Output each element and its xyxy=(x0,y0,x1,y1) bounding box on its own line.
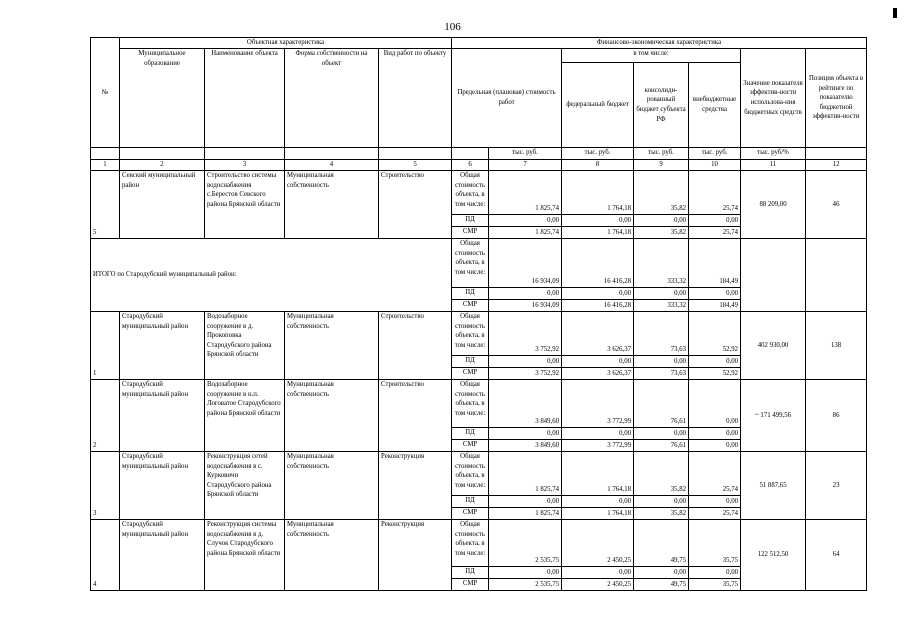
row-rank: 138 xyxy=(806,312,867,380)
row-rank: 23 xyxy=(806,452,867,520)
header-federal: федеральный бюджет xyxy=(562,63,634,148)
row-pd-federal: 0,00 xyxy=(562,215,634,227)
row-work-type: Строительство xyxy=(379,171,452,239)
total-label: ИТОГО по Стародубский муниципальный район: xyxy=(91,239,452,312)
row-municipality: Севский муниципальный район xyxy=(120,171,205,239)
row-pd-label: ПД xyxy=(452,496,489,508)
row-total-cost: 1 825,74 xyxy=(489,452,562,496)
row-total-label: Общая стоимость объекта, в том числе: xyxy=(452,452,489,496)
header-unit-9: тыс. руб. xyxy=(634,148,689,160)
row-total-consolidated: 73,63 xyxy=(634,312,689,356)
row-total-federal: 3 772,99 xyxy=(562,380,634,428)
colnum-1: 1 xyxy=(91,160,120,171)
row-total-federal: 3 626,37 xyxy=(562,312,634,356)
row-indicator: 402 930,00 xyxy=(741,312,806,380)
row-smr-label: СМР xyxy=(452,368,489,380)
row-pd-cost: 0,00 xyxy=(489,356,562,368)
row-pd-federal: 0,00 xyxy=(562,567,634,579)
row-total-extrabudget: 52,92 xyxy=(689,312,741,356)
row-work-type: Строительство xyxy=(379,380,452,452)
colnum-3: 3 xyxy=(205,160,285,171)
row-smr-federal: 1 764,18 xyxy=(562,508,634,520)
margin-mark xyxy=(893,8,897,18)
row-smr-federal: 1 764,18 xyxy=(562,227,634,239)
row-num: 1 xyxy=(91,312,120,380)
table-row xyxy=(91,312,867,356)
header-municipality: Муниципальное образование xyxy=(120,49,205,148)
header-object-name: Наименование объекта xyxy=(205,49,285,148)
table-row xyxy=(91,171,867,215)
header-unit-7: тыс. руб. xyxy=(489,148,562,160)
row-pd-cost: 0,00 xyxy=(489,215,562,227)
colnum-11: 11 xyxy=(741,160,806,171)
total-total-consolidated: 333,32 xyxy=(634,239,689,288)
row-ownership: Муниципальная собственность xyxy=(285,171,379,239)
row-work-type: Реконструкция xyxy=(379,520,452,591)
colnum-8: 8 xyxy=(562,160,634,171)
header-finance-group: Финансово-экономическая характеристика xyxy=(452,38,867,49)
table-row xyxy=(91,380,867,428)
colnum-7: 7 xyxy=(489,160,562,171)
total-pd-cost: 0,00 xyxy=(489,288,562,300)
row-indicator: 51 887,65 xyxy=(741,452,806,520)
row-indicator: 122 512,50 xyxy=(741,520,806,591)
row-object: Водозаборное сооружение в н.п. Логоватое Стародубского района Брянской области xyxy=(205,380,285,452)
total-total-extrabudget: 184,49 xyxy=(689,239,741,288)
row-total-federal: 1 764,18 xyxy=(562,452,634,496)
row-pd-cost: 0,00 xyxy=(489,428,562,440)
total-total-cost: 16 934,09 xyxy=(489,239,562,288)
row-ownership: Муниципальная собственность xyxy=(285,380,379,452)
header-object-group: Объектная характеристика xyxy=(120,38,452,49)
row-smr-extrabudget: 25,74 xyxy=(689,227,741,239)
row-municipality: Стародубский муниципальный район xyxy=(120,452,205,520)
colnum-4: 4 xyxy=(285,160,379,171)
row-smr-label: СМР xyxy=(452,440,489,452)
row-pd-label: ПД xyxy=(452,567,489,579)
row-total-federal: 2 450,25 xyxy=(562,520,634,567)
row-rank: 86 xyxy=(806,380,867,452)
total-smr-extrabudget: 184,49 xyxy=(689,300,741,312)
row-smr-extrabudget: 0,00 xyxy=(689,440,741,452)
row-smr-cost: 2 535,75 xyxy=(489,579,562,591)
header-work-type: Вид работ по объекту xyxy=(379,49,452,148)
row-pd-federal: 0,00 xyxy=(562,356,634,368)
row-total-consolidated: 35,82 xyxy=(634,171,689,215)
row-total-federal: 1 764,18 xyxy=(562,171,634,215)
row-smr-consolidated: 35,82 xyxy=(634,508,689,520)
row-municipality: Стародубский муниципальный район xyxy=(120,380,205,452)
row-indicator: 88 209,00 xyxy=(741,171,806,239)
row-smr-consolidated: 76,61 xyxy=(634,440,689,452)
row-smr-extrabudget: 52,92 xyxy=(689,368,741,380)
row-total-consolidated: 76,61 xyxy=(634,380,689,428)
row-work-type: Реконструкция xyxy=(379,452,452,520)
row-object: Реконструкция системы водоснабжения в д. Случок Стародубского района Брянской области xyxy=(205,520,285,591)
header-num: № xyxy=(91,38,120,148)
row-num: 2 xyxy=(91,380,120,452)
row-pd-consolidated: 0,00 xyxy=(634,496,689,508)
row-smr-consolidated: 49,75 xyxy=(634,579,689,591)
row-pd-consolidated: 0,00 xyxy=(634,215,689,227)
row-pd-federal: 0,00 xyxy=(562,428,634,440)
header-including: в том числе: xyxy=(562,49,741,63)
row-smr-consolidated: 35,82 xyxy=(634,227,689,239)
colnum-2: 2 xyxy=(120,160,205,171)
row-pd-extrabudget: 0,00 xyxy=(689,428,741,440)
budget-table xyxy=(90,37,867,591)
header-indicator: Значение показателя эффектив-ности использова-ния бюджетных средств xyxy=(741,49,806,148)
row-pd-extrabudget: 0,00 xyxy=(689,356,741,368)
row-total-cost: 3 752,92 xyxy=(489,312,562,356)
colnum-10: 10 xyxy=(689,160,741,171)
row-pd-label: ПД xyxy=(452,215,489,227)
row-ownership: Муниципальная собственность xyxy=(285,452,379,520)
row-smr-extrabudget: 35,75 xyxy=(689,579,741,591)
row-total-cost: 1 825,74 xyxy=(489,171,562,215)
row-pd-cost: 0,00 xyxy=(489,567,562,579)
row-rank: 46 xyxy=(806,171,867,239)
row-pd-label: ПД xyxy=(452,428,489,440)
row-total-consolidated: 49,75 xyxy=(634,520,689,567)
header-consolidated: консолиди-рованный бюджет субъекта РФ xyxy=(634,63,689,148)
row-pd-federal: 0,00 xyxy=(562,496,634,508)
row-smr-cost: 1 825,74 xyxy=(489,508,562,520)
table-row xyxy=(91,520,867,567)
row-smr-label: СМР xyxy=(452,579,489,591)
row-pd-label: ПД xyxy=(452,356,489,368)
row-total-label: Общая стоимость объекта, в том числе: xyxy=(452,312,489,356)
total-total-label: Общая стоимость объекта, в том числе: xyxy=(452,239,489,288)
row-total-label: Общая стоимость объекта, в том числе: xyxy=(452,520,489,567)
row-pd-consolidated: 0,00 xyxy=(634,428,689,440)
row-municipality: Стародубский муниципальный район xyxy=(120,520,205,591)
row-total-consolidated: 35,82 xyxy=(634,452,689,496)
row-pd-consolidated: 0,00 xyxy=(634,567,689,579)
header-unit-11: тыс. руб/% xyxy=(741,148,806,160)
row-work-type: Строительство xyxy=(379,312,452,380)
total-pd-label: ПД xyxy=(452,288,489,300)
row-pd-extrabudget: 0,00 xyxy=(689,567,741,579)
total-pd-consolidated: 0,00 xyxy=(634,288,689,300)
colnum-9: 9 xyxy=(634,160,689,171)
header-cost: Предельная (плановая) стоимость работ xyxy=(452,49,562,148)
row-smr-cost: 3 849,60 xyxy=(489,440,562,452)
row-smr-consolidated: 73,63 xyxy=(634,368,689,380)
row-total-extrabudget: 25,74 xyxy=(689,452,741,496)
row-total-extrabudget: 35,75 xyxy=(689,520,741,567)
row-smr-federal: 3 626,37 xyxy=(562,368,634,380)
row-municipality: Стародубский муниципальный район xyxy=(120,312,205,380)
total-smr-label: СМР xyxy=(452,300,489,312)
row-pd-extrabudget: 0,00 xyxy=(689,496,741,508)
row-object: Строительство системы водоснабжения с.Берестов Севского района Брянской области xyxy=(205,171,285,239)
row-total-extrabudget: 25,74 xyxy=(689,171,741,215)
row-smr-federal: 3 772,99 xyxy=(562,440,634,452)
row-object: Водозаборное сооружение в д. Прокоповка Стародубского района Брянской области xyxy=(205,312,285,380)
row-ownership: Муниципальная собственность xyxy=(285,520,379,591)
total-smr-consolidated: 333,32 xyxy=(634,300,689,312)
row-total-label: Общая стоимость объекта, в том числе: xyxy=(452,380,489,428)
row-rank: 64 xyxy=(806,520,867,591)
total-smr-federal: 16 416,28 xyxy=(562,300,634,312)
row-pd-extrabudget: 0,00 xyxy=(689,215,741,227)
header-rank: Позиция объекта в рейтинге по показателю бюджетной эффектив-ности xyxy=(806,49,867,148)
colnum-6: 6 xyxy=(452,160,489,171)
row-total-label: Общая стоимость объекта, в том числе: xyxy=(452,171,489,215)
total-pd-extrabudget: 0,00 xyxy=(689,288,741,300)
row-smr-extrabudget: 25,74 xyxy=(689,508,741,520)
colnum-12: 12 xyxy=(806,160,867,171)
row-object: Реконструкция сетей водоснабжения в с. Курковичи Стародубского района Брянской области xyxy=(205,452,285,520)
row-total-cost: 3 849,60 xyxy=(489,380,562,428)
total-total-federal: 16 416,28 xyxy=(562,239,634,288)
page-number: 106 xyxy=(444,21,461,33)
row-num: 4 xyxy=(91,520,120,591)
row-smr-cost: 3 752,92 xyxy=(489,368,562,380)
row-smr-cost: 1 825,74 xyxy=(489,227,562,239)
table-row xyxy=(91,452,867,496)
colnum-5: 5 xyxy=(379,160,452,171)
row-ownership: Муниципальная собственность xyxy=(285,312,379,380)
header-ownership: Форма собственности на объект xyxy=(285,49,379,148)
row-num: 5 xyxy=(91,171,120,239)
header-unit-8: тыс. руб. xyxy=(562,148,634,160)
row-num: 3 xyxy=(91,452,120,520)
row-total-cost: 2 535,75 xyxy=(489,520,562,567)
row-smr-federal: 2 450,25 xyxy=(562,579,634,591)
header-unit-10: тыс. руб. xyxy=(689,148,741,160)
row-indicator: ~ 171 499,56 xyxy=(741,380,806,452)
row-smr-label: СМР xyxy=(452,508,489,520)
row-smr-label: СМР xyxy=(452,227,489,239)
total-pd-federal: 0,00 xyxy=(562,288,634,300)
total-row xyxy=(91,239,867,288)
total-smr-cost: 16 934,09 xyxy=(489,300,562,312)
row-pd-cost: 0,00 xyxy=(489,496,562,508)
row-total-extrabudget: 0,00 xyxy=(689,380,741,428)
row-pd-consolidated: 0,00 xyxy=(634,356,689,368)
header-extrabudget: внебюджетные средства xyxy=(689,63,741,148)
